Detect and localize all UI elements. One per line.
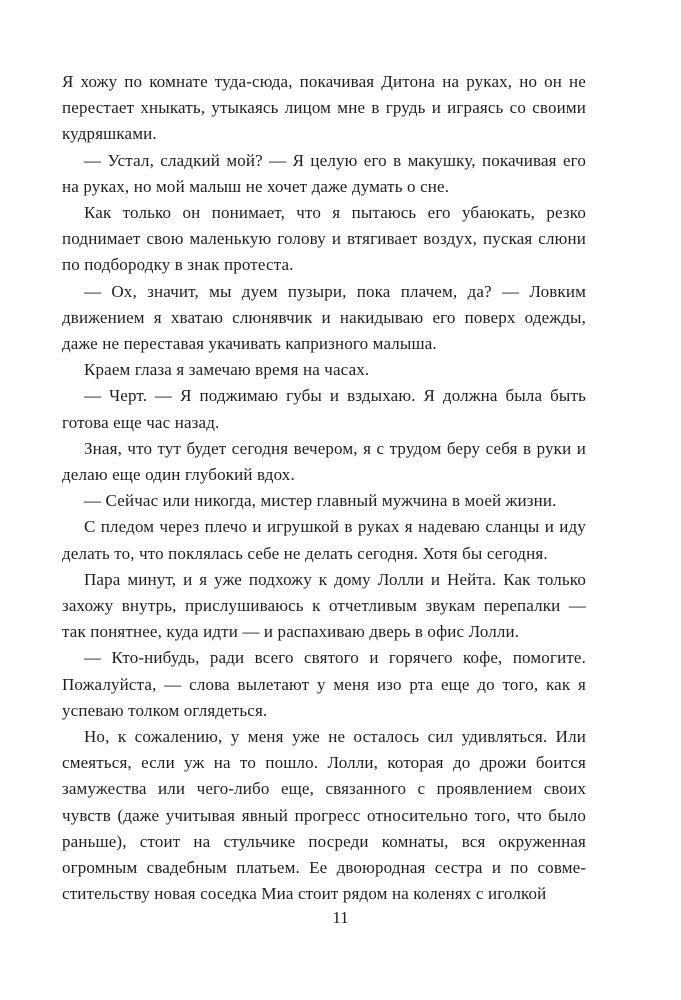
paragraph-7: Зная, что тут будет сегодня вечером, я с трудом беру себя в руки и делаю еще один глубокий вдох. [62,438,586,485]
paragraph-5: Краем глаза я замечаю время на часах. [84,360,370,380]
paragraph-8: — Сейчас или никогда, мистер главный мужчина в моей жизни. [84,491,557,511]
paragraph-2: — Устал, сладкий мой? — Я целую его в макушку, покачивая его на руках, но мой малыш не хочет даже думать о сне. [62,150,586,196]
paragraph-6: — Черт. — Я поджимаю губы и вздыхаю. Я должна была быть готова еще час назад. [62,386,586,432]
paragraph-4: — Ох, значит, мы дуем пузыри, пока плачем, да? — Ловким движением я хватаю слюнявчик и накидываю его поверх одежды, даже не переставая укачивать капризного малыша. [62,281,586,354]
paragraph-9: С пледом через плечо и игрушкой в руках я надеваю сланцы и иду делать то, что поклялась себе не делать сегодня. Хотя бы сегодня. [62,517,586,563]
paragraph-10: Пара минут, и я уже подхожу к дому Лолли и Нейта. Как только захожу внутрь, прислушиваюсь к отчетливым звукам перепалки — так понятнее, куда идти — и распахиваю дверь в офис Лолли. [62,569,586,642]
paragraph-1: Я хожу по комнате туда-сюда, покачивая Дитона на руках, но он не перестает хныкать, утыкаясь лицом мне в грудь и играясь со своими кудряшками. [62,72,586,144]
page-text-block [62,69,586,908]
page-number: 11 [332,908,349,927]
paragraph-11: — Кто-нибудь, ради всего святого и горячего кофе, помогите. Пожалуйста, — слова вылетают у меня изо рта еще до того, как я успеваю толком оглядеться. [62,648,586,720]
paragraph-12: Но, к сожалению, у меня уже не осталось сил удивляться. Или смеяться, если уж на то пошло. Лолли, которая до дрожи боится замужества или чего-либо еще, связанного с проявлением своих чувств (даже учитывая явный прогресс относительно того, что было раньше), стоит на стульчике посреди комнаты, вся окруженная огромным свадебным платьем. Ее двоюродная сестра и по совместительству новая соседка Миа стоит рядом на коленях с иголкой [62,727,586,904]
paragraph-3: Как только он понимает, что я пытаюсь его убаюкать, резко поднимает свою маленькую голову и втягивает воздух, пуская слюни по подбородку в знак протеста. [62,203,586,275]
